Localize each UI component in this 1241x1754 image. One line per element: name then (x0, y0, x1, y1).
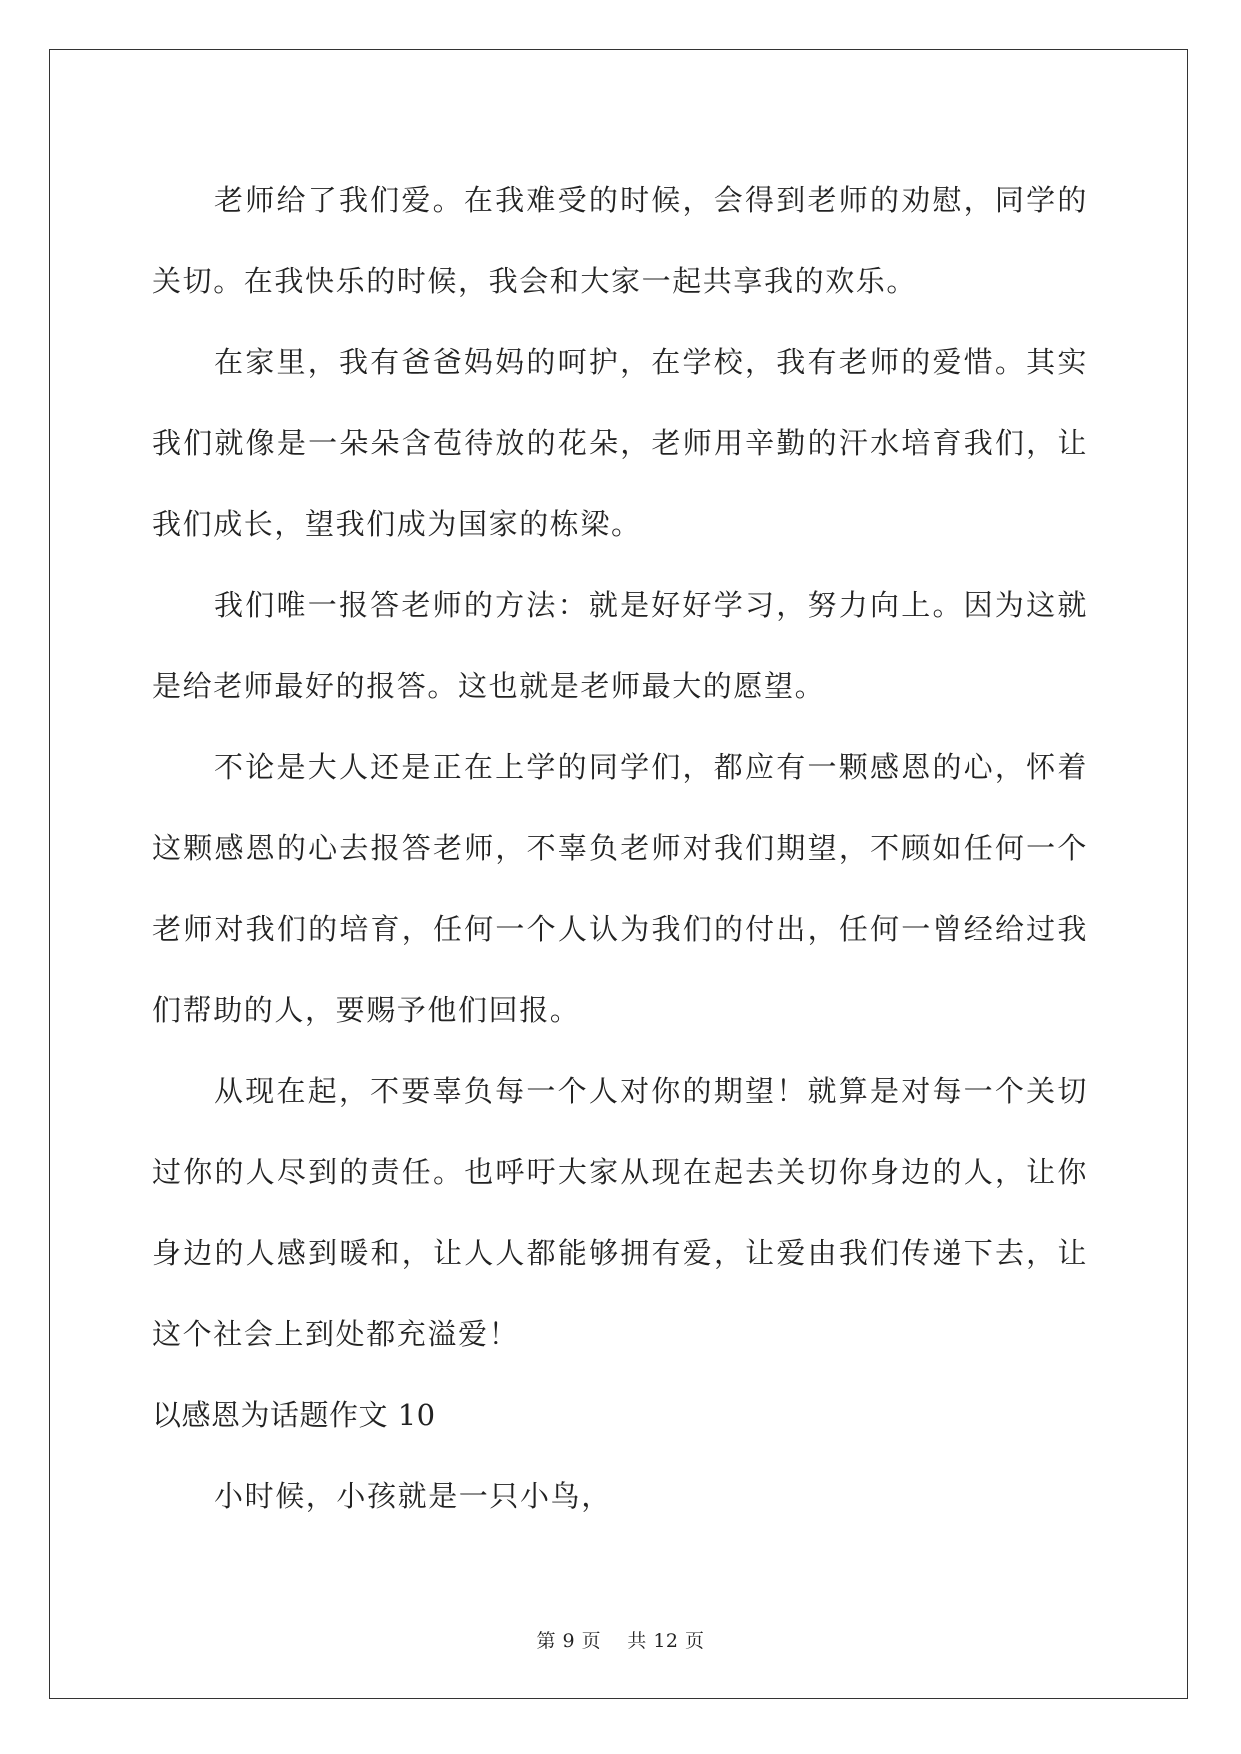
paragraph: 老师给了我们爱。在我难受的时候，会得到老师的劝慰，同学的关切。在我快乐的时候，我会和大家一起共享我的欢乐。 (152, 183, 1088, 298)
paragraph: 从现在起，不要辜负每一个人对你的期望！就算是对每一个关切过你的人尽到的责任。也呼吁大家从现在起去关切你身边的人，让你身边的人感到暖和，让人人都能够拥有爱，让爱由我们传递下去，让这个社会上到处都充溢爱！ (152, 1074, 1088, 1351)
page-number-footer: 第 9 页 共 12 页 (536, 1630, 705, 1652)
document-body (152, 160, 1088, 1537)
paragraph: 不论是大人还是正在上学的同学们，都应有一颗感恩的心，怀着这颗感恩的心去报答老师，不辜负老师对我们期望，不顾如任何一个老师对我们的培育，任何一个人认为我们的付出，任何一曾经给过我们帮助的人，要赐予他们回报。 (152, 750, 1088, 1027)
paragraph: 在家里，我有爸爸妈妈的呵护，在学校，我有老师的爱惜。其实我们就像是一朵朵含苞待放的花朵，老师用辛勤的汗水培育我们，让我们成长，望我们成为国家的栋梁。 (152, 345, 1088, 541)
section-heading: 以感恩为话题作文 10 (152, 1398, 436, 1432)
paragraph: 我们唯一报答老师的方法：就是好好学习，努力向上。因为这就是给老师最好的报答。这也就是老师最大的愿望。 (152, 588, 1088, 703)
paragraph: 小时候，小孩就是一只小鸟， (214, 1479, 612, 1513)
